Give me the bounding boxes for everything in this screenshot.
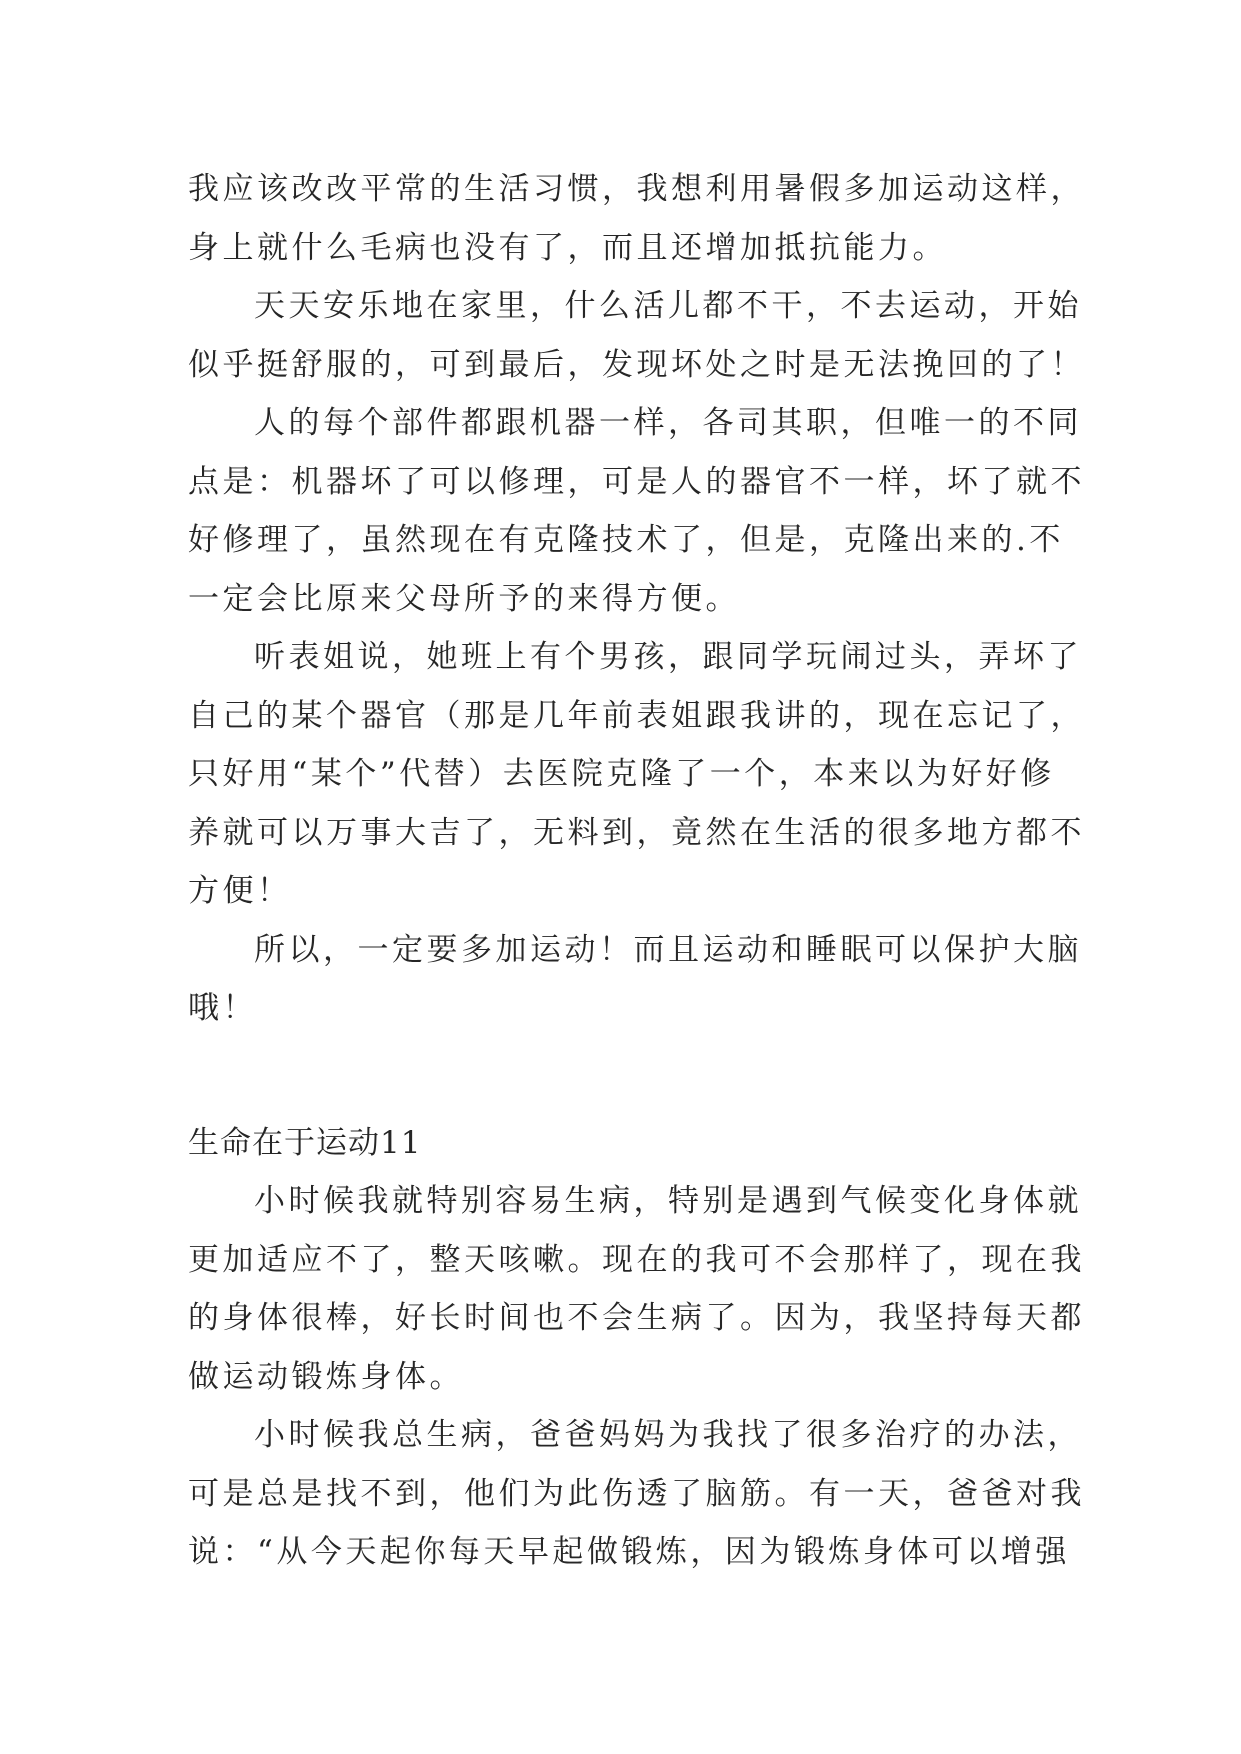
text-line: 的身体很棒，好长时间也不会生病了。因为，我坚持每天都 bbox=[188, 1300, 1085, 1336]
text-line: 一定会比原来父母所予的来得方便。 bbox=[188, 580, 740, 617]
text-line: 说：“从今天起你每天早起做锻炼，因为锻炼身体可以增强 bbox=[188, 1534, 1070, 1570]
text-line: 人的每个部件都跟机器一样，各司其职，但唯一的不同 bbox=[254, 405, 1082, 441]
essay-part-2 bbox=[188, 1172, 1085, 1582]
section-gap bbox=[188, 1038, 1072, 1114]
text-line: 天天安乐地在家里，什么活儿都不干，不去运动，开始 bbox=[254, 288, 1082, 324]
text-line: 方便！ bbox=[188, 873, 292, 909]
text-line: 点是：机器坏了可以修理，可是人的器官不一样，坏了就不 bbox=[188, 463, 1085, 500]
text-line: 小时候我就特别容易生病，特别是遇到气候变化身体就 bbox=[254, 1183, 1082, 1219]
text-line: 我应该改改平常的生活习惯，我想利用暑假多加运动这样， bbox=[188, 171, 1085, 207]
text-line: 自己的某个器官（那是几年前表姐跟我讲的，现在忘记了， bbox=[188, 697, 1085, 734]
essay-part-1 bbox=[188, 160, 1085, 1038]
text-line: 可是总是找不到，他们为此伤透了脑筋。有一天，爸爸对我 bbox=[188, 1475, 1085, 1512]
text-line: 只好用“某个”代替）去医院克隆了一个，本来以为好好修 bbox=[188, 756, 1055, 792]
text-line: 养就可以万事大吉了，无料到，竟然在生活的很多地方都不 bbox=[188, 814, 1085, 851]
text-line: 好修理了，虽然现在有克隆技术了，但是，克隆出来的.不 bbox=[188, 522, 1064, 558]
text-line: 听表姐说，她班上有个男孩，跟同学玩闹过头，弄坏了 bbox=[254, 639, 1082, 675]
text-line: 做运动锻炼身体。 bbox=[188, 1358, 464, 1395]
text-line: 身上就什么毛病也没有了，而且还增加抵抗能力。 bbox=[188, 229, 947, 266]
document-body bbox=[188, 160, 1085, 1582]
section-title: 生命在于运动11 bbox=[188, 1124, 422, 1161]
text-line: 更加适应不了，整天咳嗽。现在的我可不会那样了，现在我 bbox=[188, 1241, 1085, 1278]
text-line: 所以，一定要多加运动！而且运动和睡眠可以保护大脑 bbox=[254, 931, 1082, 968]
text-line: 哦！ bbox=[188, 990, 257, 1026]
text-line: 小时候我总生病，爸爸妈妈为我找了很多治疗的办法， bbox=[254, 1417, 1082, 1453]
text-line: 似乎挺舒服的，可到最后，发现坏处之时是无法挽回的了！ bbox=[188, 346, 1085, 383]
